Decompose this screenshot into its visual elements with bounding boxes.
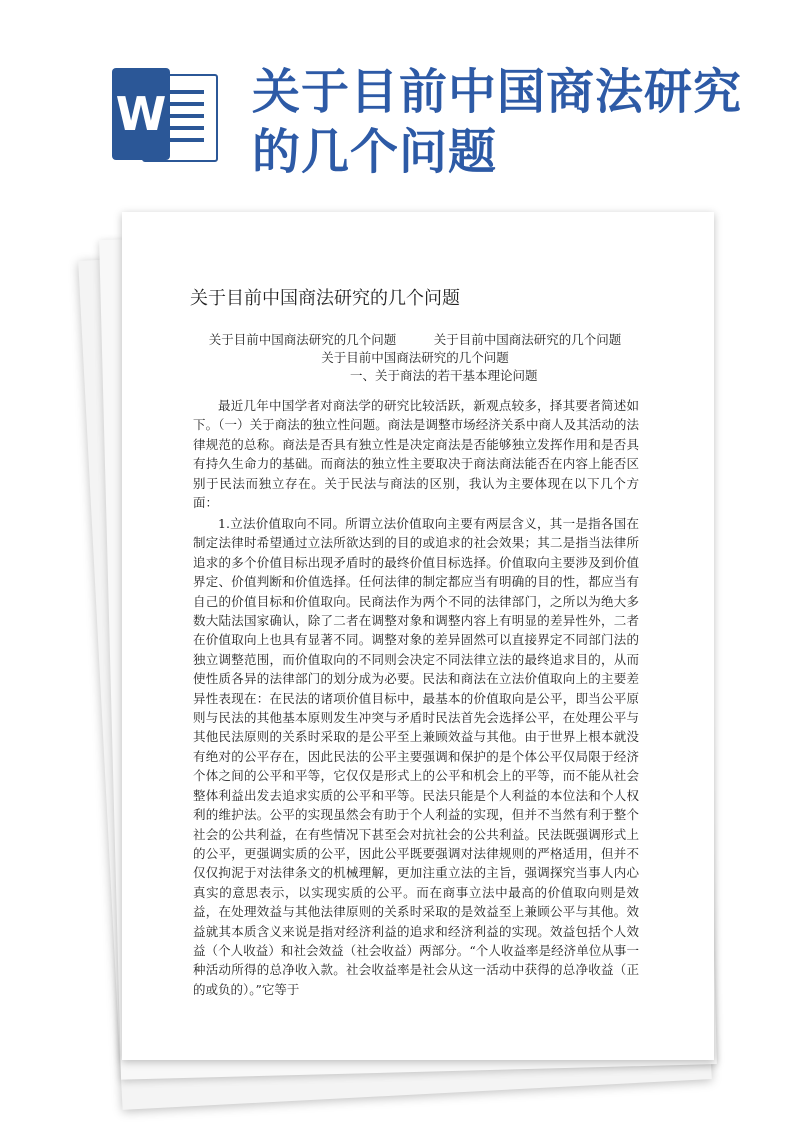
subhead-line2: 关于目前中国商法研究的几个问题 xyxy=(321,350,509,365)
document-title: 关于目前中国商法研究的几个问题 xyxy=(190,288,460,309)
paragraph-value-orientation: 1.立法价值取向不同。所谓立法价值取向主要有两层含义，其一是指各国在制定法律时希望通过立法所欲达到的目的或追求的社会效果；其二是指当法律所追求的多个价值目标出现矛盾时的最终价值目标选择。价值取向主要涉及到价值界定、价值判断和价值选择。任何法律的制定都应当有明确的目的性，都应当有自己的价值目标和价值取向。民商法作为两个不同的法律部门，之所以为绝大多数大陆法国家确认，除了二者在调整对象和调整内容上有明显的差异性外，二者在价值取向上也具有显著不同。调整对象的差异固然可以直接界定不同部门法的独立调整范围，而价值取向的不同则会决定不同法律立法的最终追求目的，从而使性质各异的法律部门的划分成为必要。民法和商法在立法价值取向上的主要差异性表现在：在民法的诸项价值目标中，最基本的价值取向是公平，即当公平原则与民法的其他基本原则发生冲突与矛盾时民法首先会选择公平，在处理公平与其他民法原则的关系时采取的是公平至上兼顾效益与其他。由于世界上根本就没有绝对的公平存在，因此民法的公平主要强调和保护的是个体公平仅局限于经济个体之间的公平和平等，它仅仅是形式上的公平和机会上的平等，而不能从社会整体利益出发去追求实质的公平和平等。民法只能是个人利益的本位法和个人权利的维护法。公平的实现虽然会有助于个人利益的实现，但并不当然有利于整个社会的公共利益，在有些情况下甚至会对抗社会的公共利益。民法既强调形式上的公平，更强调实质的公平，因此公平既要强调对法律规则的严格适用，但并不仅仅拘泥于对法律条文的机械理解，更加注重立法的主旨，强调探究当事人内心真实的意思表示，以实现实质的公平。而在商事立法中最高的价值取向则是效益，在处理效益与其他法律原则的关系时采取的是效益至上兼顾公平与其他。效益就其本质含义来说是指对经济利益的追求和经济利益的实现。效益包括个人效益（个人收益）和社会效益（社会收益）两部分。“个人收益率是经济单位从事一种活动所得的总净收入款。社会收益率是社会从这一活动中获得的总净收益（正的或负的）。”它等于 xyxy=(193,516,639,997)
paragraph-intro: 最近几年中国学者对商法学的研究比较活跃，新观点较多，择其要者简述如下。（一）关于商法的独立性问题。商法是调整市场经济关系中商人及其活动的法律规范的总称。商法是否具有独立性是决定商法是否能够独立发挥作用和是否具有持久生命力的基础。而商法的独立性主要取决于商法商法能否在内容上能否区别于民法而独立存在。关于民法与商法的区别，我认为主要体现在以下几个方面： xyxy=(193,398,639,511)
section-heading: 一、关于商法的若干基本理论问题 xyxy=(350,368,538,383)
subhead-line1: 关于目前中国商法研究的几个问题 关于目前中国商法研究的几个问题 xyxy=(208,332,622,347)
header-title-line1: 关于目前中国商法研究 xyxy=(252,64,743,120)
header-title-line2: 的几个问题 xyxy=(252,124,498,180)
header-title xyxy=(252,62,772,182)
word-icon: W xyxy=(112,68,220,160)
